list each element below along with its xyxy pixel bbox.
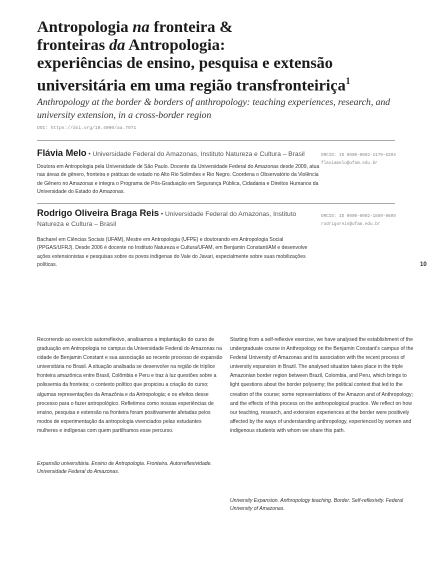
title-text-5: experiências de ensino, pesquisa e extensão — [37, 54, 333, 72]
article-title — [37, 18, 422, 94]
abstract-english: Starting from a self-reflexive exercise, we have analysed the establishment of the undergraduate course in Anthropology on the Benjamin Constant's campus of the Federal University of Amazonas and its association with the recent process of university expansion in Brazil. The analysed situation takes place in the triple Amazonian border region between Brazil, Colombia, and Peru, which brings to light questions about the border polysemy; the political context that led to the creation of the course; some representations of the Amazon and of Anthropology; and the effects of this process on the anthropological practice. We reflect on how our teaching, research, and extension experiences at the border were positively affected by the ways of understanding anthropology, experienced by women and indigenous students with whom we share this path. — [230, 337, 414, 434]
author-1-line — [37, 148, 307, 160]
title-text-2: fronteira & — [149, 18, 233, 36]
keywords-portuguese: Expansão universitária. Ensino de Antropologia. Fronteira. Autorreflexividade. Universidade Federal do Amazonas. — [37, 461, 212, 476]
author-2-affiliation: • Universidade Federal do Amazonas, Instituto Natureza e Cultura – Brasil — [37, 211, 297, 228]
title-italic-da: da — [109, 36, 126, 54]
keywords-english: University Expansion. Anthropology teaching. Border. Self-reflexivity. Federal University of Amazonas. — [230, 498, 404, 513]
abstract-portuguese: Recorrendo ao exercício autorreflexivo, analisamos a implantação do curso de graduação em Antropologia no campus da Universidade Federal do Amazonas na cidade de Benjamin Constant e sua associação ao recente processo de expansão universitária no Brasil. A situação analisada se desenvolve na região de tríplice fronteira amazônica entre Brasil, Colômbia e Peru e traz à luz questões sobre a polissemia da fronteira; o contexto político que propiciou a criação do curso; algumas representações da Amazônia e da Antropologia; e os efeitos desse processo para o fazer antropológico. Refletimos como nossas experiências de ensino, pesquisa e extensão na fronteira foram positivamente afetadas pelos modos de experimentação da antropologia vivenciados pelas estudantes mulheres e indígenas com quem partilhamos esse percurso. — [37, 337, 223, 434]
author-1-affiliation: • Universidade Federal do Amazonas, Instituto Natureza e Cultura – Brasil — [86, 151, 305, 158]
author-2-contact — [321, 213, 421, 229]
page-number: 10 — [420, 262, 427, 268]
author-1-name: Flávia Melo — [37, 148, 87, 158]
author-1-contact — [321, 152, 421, 168]
title-text-6: universitária em uma região transfronteiriça — [37, 76, 346, 95]
doi-link[interactable]: DOI: https://doi.org/10.4000/aa.7971 — [37, 126, 137, 131]
title-italic-na: na — [132, 18, 150, 36]
author-2-line — [37, 208, 307, 230]
author-2-email[interactable]: rodrigoreis@ufam.edu.br — [321, 222, 381, 228]
author-1-orcid[interactable]: ORCID: ID 0000-0002-2179-5294 — [321, 153, 396, 158]
author-1-email[interactable]: flaviamelo@ufam.edu.br — [321, 161, 378, 167]
english-title: Anthropology at the border & borders of anthropology: teaching experiences, research, and university extension, in a cross-border region — [37, 97, 391, 121]
title-text-1: Antropologia — [37, 18, 133, 36]
author-2-bio: Bacharel em Ciências Sociais (UFAM), Mestre em Antropologia (UFPE) e doutorando em Antropologia Social (PPGAS/UFRJ). Desde 2006 é docente no Instituto Natureza e Cultura/UFAM, em Benjamin Constant/AM e desenvolve ações extensionistas e pesquisas sobre os povos indígenas do Vale do Javari, especialmente sobre suas mobilizações políticas. — [37, 237, 308, 269]
title-text-4: Antropologia: — [125, 36, 226, 54]
title-text-3: fronteiras — [37, 36, 110, 54]
divider-top — [37, 140, 395, 141]
divider-authors — [37, 203, 395, 204]
author-1-bio: Doutora em Antropologia pela Universidade de São Paulo. Docente da Universidade Federal do Amazonas desde 2009, atua nas áreas de gênero, fronteira e práticas de estado no Alto Rio Solimões e Rio Negro. Coordena o Observatório da Violência de Gênero no Amazonas e integra o Programa de Pós-Graduação em Segurança Pública, Cidadania e Direitos Humanos da Universidade do Estado do Amazonas. — [37, 164, 320, 196]
author-2-orcid[interactable]: ORCID: ID 0000-0002-1850-9809 — [321, 214, 396, 219]
title-footnote-mark[interactable]: 1 — [345, 76, 351, 86]
author-2-name: Rodrigo Oliveira Braga Reis — [37, 208, 160, 218]
